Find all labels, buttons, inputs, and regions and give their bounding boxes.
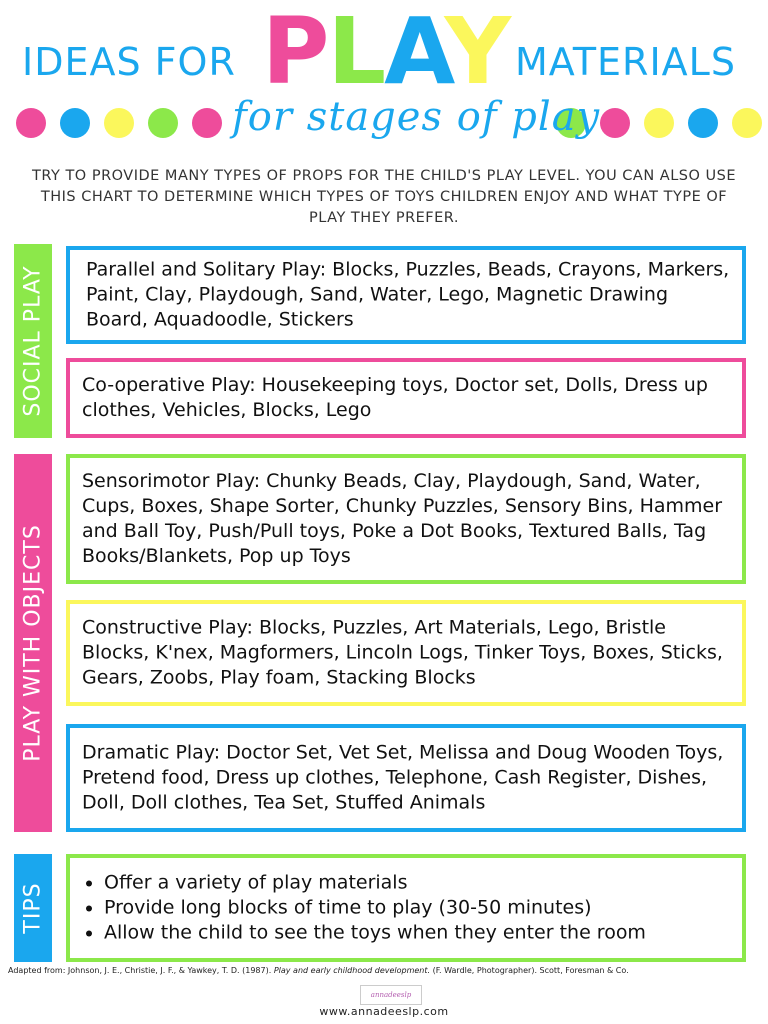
- decorative-dot: [60, 108, 90, 138]
- decorative-dot: [732, 108, 762, 138]
- decorative-dot: [600, 108, 630, 138]
- sidebar-tips: [14, 854, 52, 962]
- box-text: Co-operative Play: Housekeeping toys, Doctor set, Dolls, Dress up clothes, Vehicles, Blocks, Lego: [82, 374, 708, 421]
- sidebar-label-social-play: SOCIAL PLAY: [20, 265, 46, 417]
- play-letter-l: L: [327, 0, 385, 105]
- sidebar-social-play: [14, 244, 52, 438]
- decorative-dot: [16, 108, 46, 138]
- box-sensorimotor-play: [66, 454, 746, 584]
- sidebar-label-tips: TIPS: [20, 882, 46, 934]
- sidebar-play-with-objects: [14, 454, 52, 832]
- decorative-dot: [644, 108, 674, 138]
- citation-prefix: Adapted from: Johnson, J. E., Christie, J. F., & Yawkey, T. D. (1987).: [8, 966, 274, 975]
- play-letter-p: P: [262, 0, 328, 105]
- box-text: Parallel and Solitary Play: Blocks, Puzzles, Beads, Crayons, Markers, Paint, Clay, Playdough, Sand, Water, Lego, Magnetic Drawing Board, Aquadoodle, Stickers: [86, 258, 730, 331]
- citation-suffix: (F. Wardle, Photographer). Scott, Foresman & Co.: [430, 966, 629, 975]
- tip-item: • Offer a variety of play materials: [104, 871, 732, 896]
- box-dramatic-play: [66, 724, 746, 832]
- decorative-dot: [104, 108, 134, 138]
- intro-text: TRY TO PROVIDE MANY TYPES OF PROPS FOR THE CHILD'S PLAY LEVEL. YOU CAN ALSO USE THIS CHART TO DETERMINE WHICH TYPES OF TOYS CHILDREN ENJOY AND WHAT TYPE OF PLAY THEY PREFER.: [31, 168, 737, 226]
- website-link[interactable]: www.annadeeslp.com: [319, 1005, 449, 1018]
- title-materials: MATERIALS: [515, 40, 736, 84]
- tip-item: • Provide long blocks of time to play (30-50 minutes): [104, 896, 732, 921]
- citation-title: Play and early childhood development.: [273, 966, 431, 975]
- box-constructive-play: [66, 600, 746, 706]
- decorative-dot: [148, 108, 178, 138]
- citation: [8, 966, 629, 975]
- box-text: Constructive Play: Blocks, Puzzles, Art Materials, Lego, Bristle Blocks, K'nex, Magformers, Lincoln Logs, Tinker Toys, Boxes, Sticks, Gears, Zoobs, Play foam, Stacking Blocks: [82, 616, 723, 689]
- decorative-dot: [192, 108, 222, 138]
- tips-list-wrap: [82, 871, 732, 946]
- box-cooperative-play: [66, 358, 746, 438]
- sidebar-label-play-with-objects: PLAY WITH OBJECTS: [20, 524, 46, 762]
- brand-logo: annadeeslp: [360, 985, 422, 1005]
- subtitle: for stages of play: [232, 94, 601, 140]
- title-play: [262, 0, 510, 105]
- decorative-dot: [688, 108, 718, 138]
- box-text: Sensorimotor Play: Chunky Beads, Clay, Playdough, Sand, Water, Cups, Boxes, Shape Sorter, Chunky Puzzles, Sensory Bins, Hammer and Ball Toy, Push/Pull toys, Poke a Dot Books, Textured Balls, Tag Books/Blankets, Pop up Toys: [82, 470, 723, 567]
- play-letter-a: A: [384, 0, 445, 105]
- title-ideas-for: IDEAS FOR: [22, 40, 236, 84]
- tips-list: [82, 871, 732, 946]
- box-tips: [66, 854, 746, 962]
- box-text: Dramatic Play: Doctor Set, Vet Set, Melissa and Doug Wooden Toys, Pretend food, Dress up clothes, Telephone, Cash Register, Dishes, Doll, Doll clothes, Tea Set, Stuffed Animals: [82, 741, 724, 814]
- box-parallel-solitary-play: [66, 246, 746, 344]
- play-letter-y: Y: [444, 0, 510, 105]
- tip-item: • Allow the child to see the toys when they enter the room: [104, 921, 732, 946]
